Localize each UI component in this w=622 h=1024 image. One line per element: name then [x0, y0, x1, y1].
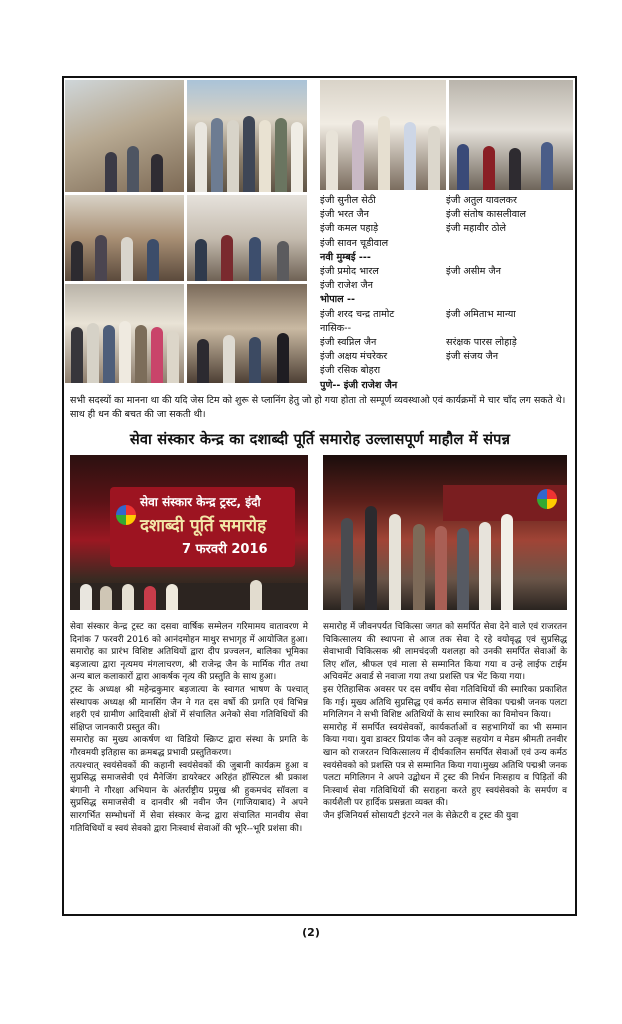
member-name: इंजी रसिक बोहरा: [320, 365, 381, 377]
committee-row: [320, 194, 570, 208]
member-name: इंजी असीम जैन: [446, 266, 501, 278]
member-name: इंजी अक्षय मंचरेकर: [320, 351, 388, 363]
article-paragraph: समारोह में समर्पित स्वयंसेवकों, कार्यकर्ताओं व सहभागियों का भी सम्मान किया गया। युवा डाक्टर प्रियांक जैन को उत्कृष्ट सहयोग व मेडम श्रीमती तनवीर खान को राजरतन चिकित्सालय में दीर्घकालिन समर्पित सेवाओं एवं उन्य कर्मठ स्वयंसेवको को प्रशस्ति पत्र से सम्मानित किया गया।मुख्य अतिथि पद्मश्री जनक पलटा मगिलिगन ने अपने उद्बोधन में ट्रस्ट की निर्धन निःसहाय व पिड़ितों की निःस्वार्थ सेवा गतिविधियों की सराहना करते हुए स्वयंसेवको के समर्पण व कार्यशैली पर हार्दिक प्रसन्नता व्यक्त की।: [323, 722, 567, 809]
article-paragraph: जैन इंजिनियर्स सोसायटी इंटरने नल के सेक्रेटरी व ट्रस्ट की युवा: [323, 810, 519, 821]
award-ceremony-photo: [323, 455, 567, 610]
member-name: इंजी शरद चन्द्र तामोट: [320, 308, 395, 320]
committee-row: [320, 350, 570, 364]
member-name: इंजी संजय जैन: [446, 351, 499, 363]
member-name: इंजी अमिताभ मान्या: [446, 308, 516, 320]
group-indoor-photo: [65, 284, 184, 383]
member-name: इंजी भरत जैन: [320, 209, 369, 221]
member-name: इंजी राजेश जैन: [320, 280, 373, 292]
stage-banner: [110, 487, 295, 567]
committee-row: [320, 208, 570, 222]
member-name: इंजी प्रमोद भारल: [320, 266, 379, 278]
page-number: (2): [302, 926, 320, 939]
article-paragraph: सेवा संस्कार केन्द्र ट्रस्ट का दसवा वार्षिक सम्मेलन गरिमामय वातावरण मे दिनांक 7 फरवरी 2016 को आनंदमोहन माथुर सभागृह में आयोजित हुआ। समारोह का प्रारंभ विशिष्ट अतिथियों द्वारा दीप प्रज्वलन, बालिका भूमिका बड़जात्या द्वारा नृत्यमय मंगलाचरण, श्री राजेन्द्र जैन के मार्मिक गीत तथा अन्य बाल कलाकारों द्वारा आकर्षक नृत्य की प्रस्तुति के साथ हुआ।: [70, 622, 308, 683]
member-name: इंजी संतोष कासलीवाल: [446, 209, 527, 221]
article-paragraph: तत्पश्चात् स्वयंसेवकों की कहानी स्वयंसेवकों की जुबानी कार्यक्रम हुआ व सुप्रसिद्ध समाजसेवी एवं मैनेजिंग डायरेक्टर अरिहंत हॉस्पिटल श्री प्रकाश बंगानी ने गौरक्षा अभियान के अंतर्राष्ट्रीय प्रमुख श्री हुकमचंद सॉवला व सुप्रसिद्ध समाजसेवी व दानवीर श्री नवीन जैन (गाजियाबाद) ने अपने सारगर्भित सम्भोधनों में सेवा संस्कार केन्द्र द्वारा संचालित मानवीय सेवा गतिविधियों व स्वयं सेवको द्वारा निःस्वार्थ सेवाओं की भूरि--भूरि प्रशंसा की।: [70, 760, 308, 834]
article-right-column: [323, 621, 567, 823]
member-name: इंजी अतुल यावलकर: [446, 195, 517, 206]
article-left-column: [70, 621, 308, 835]
summary-note: सभी सदस्यों का मानना था की यदि जेस टिम को शुरू से प्लानिंग हेतु जो हो गया होता तो सम्पूर्ण व्यवस्थाओ एवं कार्यक्रमों मे चार चाँद लग सकते थे। साथ ही धन की बचत की जा सकती थी।: [70, 395, 566, 420]
committee-row: [320, 336, 570, 350]
newsletter-page: [62, 76, 577, 916]
trust-logo-icon: [116, 505, 136, 525]
article-paragraph: ट्रस्ट के अध्यक्ष श्री महेन्द्रकुमार बड़जात्या के स्वागत भाषण के पश्चात् संस्थापक अध्यक्ष श्री मानसिंग जैन ने गत दस वर्षो की प्रगति एवं विभिन्न शहरी एवं ग्रामीण आदिवासी क्षेत्रों में संचालित अनेको सेवा गतिविधियों की संक्षिप्त जानकारी प्रस्तुत की।: [70, 684, 308, 733]
member-name: इंजी सुनील सेठी: [320, 195, 376, 206]
committee-row: [320, 237, 570, 251]
meeting-photo-3: [187, 195, 307, 281]
member-name: इंजी कमल पहाड़े: [320, 223, 379, 235]
member-name: इंजी महावीर ठोले: [446, 223, 507, 235]
article-paragraph: समारोह का मुख्य आकर्षण था विडियो स्क्रिप्ट द्वारा संस्था के प्रगति के गौरवमयी इतिहास का क्रमबद्ध प्रभावी प्रस्तुतिकरण।: [70, 735, 308, 758]
meeting-photo-4: [187, 284, 307, 383]
meeting-photo-2: [65, 195, 184, 281]
meeting-photo-1: [65, 80, 184, 192]
committee-row: [320, 265, 570, 279]
banner-line-2: दशाब्दी पूर्ति समारोह: [140, 516, 267, 536]
committee-row: [320, 364, 570, 378]
article-headline: सेवा संस्कार केन्द्र का दशाब्दी पूर्ति समारोह उल्लासपूर्ण माहौल में संपन्न: [129, 431, 511, 448]
banner-line-1: सेवा संस्कार केन्द्र ट्रस्ट, इंदौ: [140, 495, 261, 509]
committee-row: [320, 293, 570, 307]
city-heading: पुणे-- इंजी राजेश जैन: [320, 379, 398, 391]
member-name: इंजी सावन चूडीवाल: [320, 237, 389, 249]
committee-row: [320, 308, 570, 322]
committee-row: [320, 222, 570, 236]
member-name: इंजी स्वप्निल जैन: [320, 337, 377, 349]
committee-row: [320, 379, 570, 393]
stage-banner-photo: [70, 455, 308, 610]
city-heading: नवी मुम्बई ---: [320, 251, 371, 263]
member-name: नासिक--: [320, 322, 352, 334]
office-meeting-photo: [449, 80, 573, 190]
committee-name-list: [320, 194, 570, 393]
banner-line-3: 7 फरवरी 2016: [182, 542, 268, 557]
member-name: सरंक्षक पारस लोहाड़े: [446, 337, 517, 349]
committee-row: [320, 251, 570, 265]
committee-row: [320, 279, 570, 293]
group-outdoor-photo: [187, 80, 307, 192]
trust-logo-icon-2: [537, 489, 557, 509]
article-paragraph: इस ऐतिहासिक अवसर पर दस वर्षीय सेवा गतिविधियों की स्मारिका प्रकाशित कि गई। मुख्य अतिथि सुप्रसिद्ध एवं कर्मठ समाज सेविका पद्मश्री जनक पलटा मगिलिगन ने सभी विशिष्ट अतिथियों के साथ स्मारिका का विमोचन किया।: [323, 684, 567, 721]
city-heading: भोपाल --: [320, 294, 355, 306]
committee-row: [320, 322, 570, 336]
article-paragraph: समारोह में जीवनपर्यत चिकित्सा जगत को समर्पित सेवा देने वाले एवं राजरतन चिकित्सालय की स्थापना से आज तक सेवा दे रहे वयोवृद्ध एवं सुप्रसिद्ध सेवाभावी चिकित्सक श्री लामचंदजी यशलहा को उनकी समर्पित सेवाओं के लिए शॉल, श्रीफल एवं माला से सम्मानित किया गया व उन्हे लाईफ टाईम अचिवमेंट अवार्ड से नवाजा गया तथा प्रशस्ति पत्र भेंट किया गया।: [323, 622, 567, 683]
team-photo: [320, 80, 446, 190]
